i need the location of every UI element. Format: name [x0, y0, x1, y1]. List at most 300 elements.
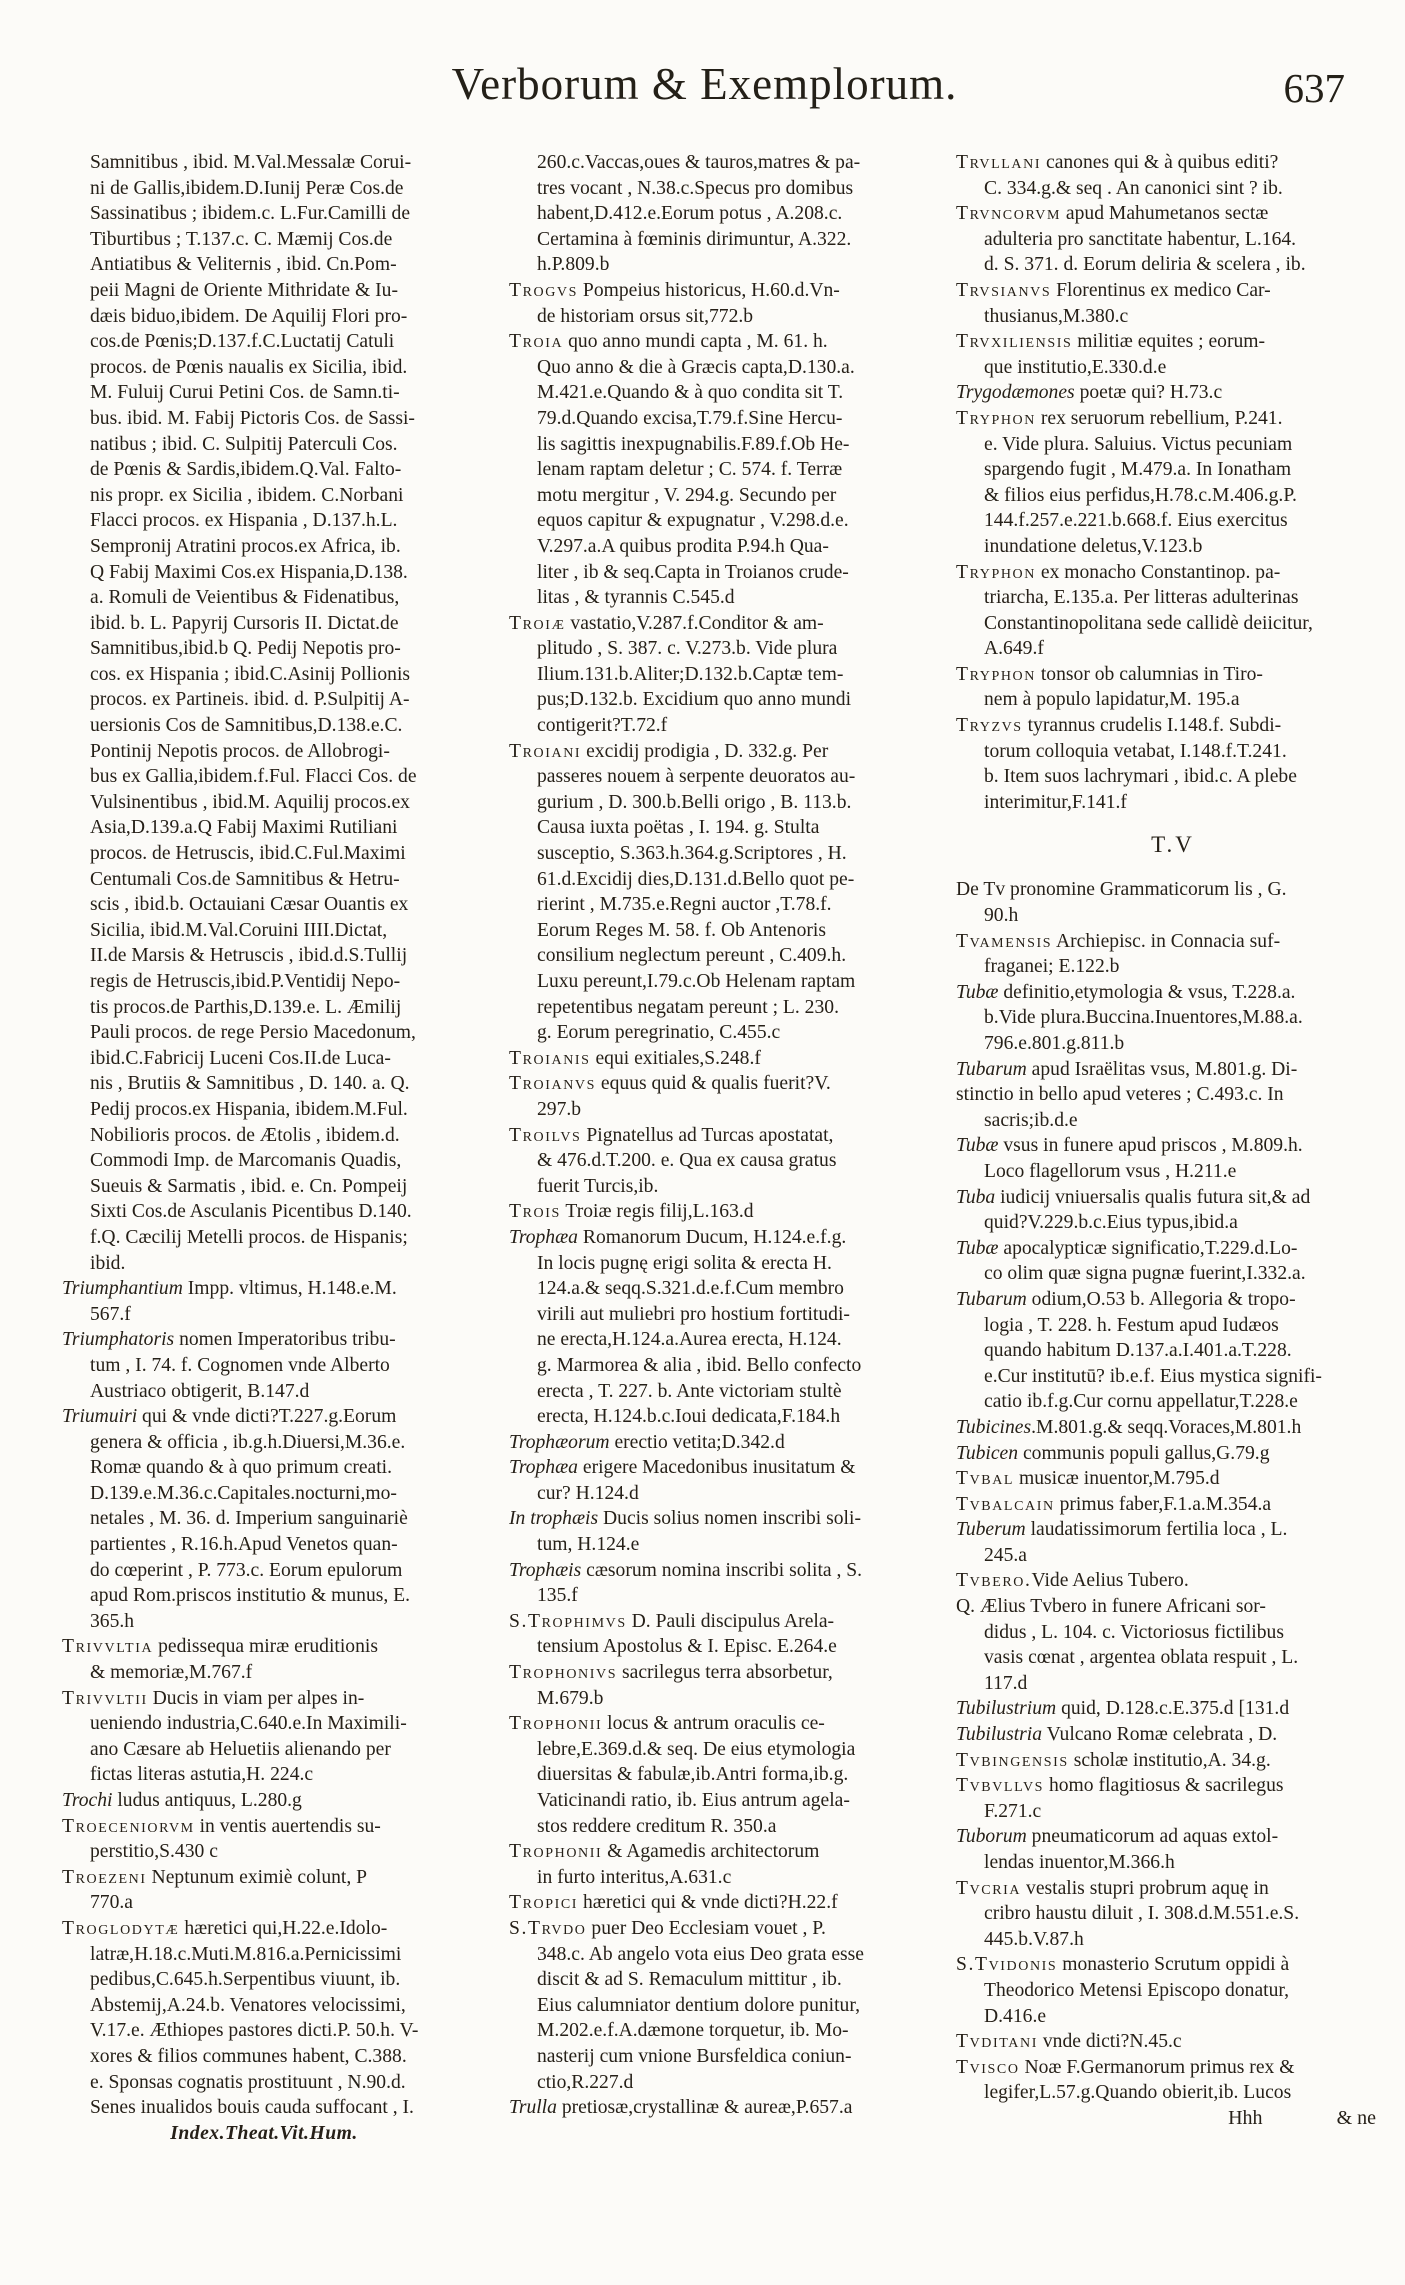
entry-headword: Tvisco	[956, 2056, 1020, 2078]
entry-line: Tvbalcain primus faber,F.1.a.M.354.a	[956, 1493, 1272, 1515]
entry-continuation-line: Samnitibus,ibid.b Q. Pedij Nepotis pro-	[90, 638, 401, 660]
entry-continuation-line: de historiam orsus sit,772.b	[537, 305, 754, 327]
entry-continuation-line: 567.f	[90, 1303, 131, 1325]
entry-continuation-line: Pauli procos. de rege Persio Macedonum,	[90, 1022, 416, 1044]
entry-continuation-line: Loco flagellorum vsus , H.211.e	[984, 1160, 1237, 1182]
entry-headword: Tvbero.	[956, 1570, 1032, 1592]
entry-continuation-line: Sassinatibus ; ibidem.c. L.Fur.Camilli de	[90, 203, 411, 225]
entry-continuation-line: Sicilia, ibid.M.Val.Coruini IIII.Dictat,	[90, 919, 388, 941]
entry-continuation-line: pedibus,C.645.h.Serpentibus viuunt, ib.	[90, 1969, 401, 1991]
entry-continuation-line: procos. de Hetruscis, ibid.C.Ful.Maximi	[90, 843, 406, 865]
entry-continuation-line: ibid.C.Fabricij Luceni Cos.II.de Luca-	[90, 1047, 391, 1069]
entry-continuation-line: Ilium.131.b.Aliter;D.132.b.Captæ tem-	[537, 663, 844, 685]
entry-headword: Troilvs	[509, 1124, 582, 1146]
entry-continuation-line: cos. ex Hispania ; ibid.C.Asinij Pollionis	[90, 663, 411, 685]
entry-continuation-line: 245.a	[984, 1544, 1027, 1566]
gathering-signature: Hhh	[1228, 2106, 1263, 2129]
entry-continuation-line: erecta, H.124.b.c.Ioui dedicata,F.184.h	[537, 1406, 841, 1428]
entry-headword: S.Trophimvs	[509, 1610, 627, 1632]
entry-continuation-line: Nobilioris procos. de Ætolis , ibidem.d.	[90, 1124, 400, 1146]
entry-continuation-line: latræ,H.18.c.Muti.M.816.a.Pernicissimi	[90, 1943, 402, 1965]
entry-headword: Troianis	[509, 1047, 591, 1069]
entry-continuation-line: tum , I. 74. f. Cognomen vnde Alberto	[90, 1354, 390, 1376]
entry-continuation-line: & memoriæ,M.767.f	[90, 1662, 253, 1684]
column-footer-title: Index.Theat.Vit.Hum.	[170, 2122, 358, 2144]
entry-continuation-line: M.421.e.Quando & à quo condita sit T.	[537, 382, 844, 404]
entry-continuation-line: virili aut muliebri pro hostium fortitudi-	[537, 1303, 850, 1325]
entry-line: Trivvltia pedissequa miræ eruditionis	[62, 1636, 378, 1658]
entry-continuation-line: thusianus,M.380.c	[984, 305, 1129, 327]
entry-continuation-line: regis de Hetruscis,ibid.P.Ventidij Nepo-	[90, 971, 401, 992]
entry-headword: Trvllani	[956, 152, 1042, 173]
entry-continuation-line: Flacci procos. ex Hispania , D.137.h.L.	[90, 510, 398, 532]
entry-continuation-line: Antiatibus & Veliternis , ibid. Cn.Pom-	[90, 254, 397, 276]
entry-continuation-line: procos. de Pœnis naualis ex Sicilia, ibid.	[90, 356, 408, 378]
entry-continuation-line: Certamina à fœminis dirimuntur, A.322.	[537, 228, 852, 250]
entry-headword: Tvditani	[956, 2031, 1038, 2053]
entry-line: Trygodæmones poetæ qui? H.73.c	[956, 382, 1223, 404]
entry-continuation-line: cos.de Pœnis;D.137.f.C.Luctatij Catuli	[90, 331, 395, 353]
entry-continuation-line: 79.d.Quando excisa,T.79.f.Sine Hercu-	[537, 407, 843, 429]
entry-continuation-line: ctio,R.227.d	[537, 2071, 634, 2093]
entry-continuation-line: cur? H.124.d	[537, 1482, 639, 1504]
entry-line: Trvllani canones qui & à quibus editi?	[956, 152, 1279, 173]
entry-continuation-line: bus. ibid. M. Fabij Pictoris Cos. de Sassi-	[90, 407, 415, 429]
entry-continuation-line: Vulsinentibus , ibid.M. Aquilij procos.ex	[90, 791, 410, 813]
entry-continuation-line: xores & filios communes habent, C.388.	[90, 2045, 407, 2067]
entry-continuation-line: D.139.e.M.36.c.Capitales.nocturni,mo-	[90, 1482, 397, 1504]
entry-headword: Trophæa	[509, 1457, 578, 1479]
entry-headword: Tuborum	[956, 1826, 1027, 1848]
entry-line: S.Trophimvs D. Pauli discipulus Arela-	[509, 1610, 835, 1632]
entry-headword: Tropici	[509, 1892, 579, 1914]
entry-continuation-line: In locis pugnę erigi solita & erecta H.	[537, 1252, 832, 1274]
entry-line: Tvbero.Vide Aelius Tubero.	[956, 1570, 1189, 1592]
entry-continuation-line: scis , ibid.b. Octauiani Cæsar Ouantis ex	[90, 894, 409, 916]
entry-continuation-line: ibid.	[90, 1252, 126, 1274]
entry-headword: Tuba	[956, 1186, 996, 1208]
entry-continuation-line: II.de Marsis & Hetruscis , ibid.d.S.Tullij	[90, 945, 408, 967]
entry-line: Trophæa erigere Macedonibus inusitatum &	[509, 1457, 856, 1479]
entry-headword: Tubæ	[956, 1135, 999, 1157]
entry-line: Tvamensis Archiepisc. in Connacia suf-	[956, 930, 1281, 952]
entry-continuation-line: fuerit Turcis,ib.	[537, 1175, 659, 1197]
entry-continuation-line: adulteria pro sanctitate habentur, L.164.	[984, 228, 1297, 250]
entry-continuation-line: 297.b	[537, 1098, 582, 1120]
entry-line: S.Trvdo puer Deo Ecclesiam vouet , P.	[509, 1917, 826, 1939]
entry-line: Troilvs Pignatellus ad Turcas apostatat,	[509, 1124, 834, 1146]
entry-line: Tuba iudicij vniuersalis qualis futura sit,& ad	[956, 1186, 1311, 1208]
entry-line: Tubæ vsus in funere apud priscos , M.809.h.	[956, 1135, 1303, 1157]
entry-headword: Troiani	[509, 740, 582, 762]
entry-line: Tubilustrium quid, D.128.c.E.375.d [131.d	[956, 1698, 1290, 1720]
entry-continuation-line: Abstemij,A.24.b. Venatores velocissimi,	[90, 1994, 406, 2016]
entry-continuation-line: C. 334.g.& seq . An canonici sint ? ib.	[984, 177, 1283, 199]
entry-continuation-line: b.Vide plura.Buccina.Inuentores,M.88.a.	[984, 1007, 1303, 1029]
entry-headword: Trvncorvm	[956, 203, 1062, 225]
entry-line: Troezeni Neptunum eximiè colunt, P	[62, 1866, 368, 1888]
entry-headword: Troiæ	[509, 612, 566, 634]
entry-continuation-line: e. Sponsas cognatis prostituunt , N.90.d.	[90, 2071, 406, 2093]
entry-continuation-line: didus , L. 104. c. Victoriosus fictilibus	[984, 1621, 1284, 1643]
entry-continuation-line: 348.c. Ab angelo vota eius Deo grata esse	[537, 1943, 865, 1965]
entry-line: Tryphon tonsor ob calumnias in Tiro-	[956, 663, 1263, 685]
entry-line: In trophæis Ducis solius nomen inscribi soli-	[509, 1508, 861, 1530]
entry-headword: Tubicines	[956, 1416, 1032, 1438]
page-number: 637	[1283, 65, 1345, 111]
entry-headword: Triumphantium	[62, 1278, 183, 1300]
entry-headword: In trophæis	[509, 1508, 599, 1530]
entry-headword: Troezeni	[62, 1866, 147, 1888]
entry-headword: Tvbingensis	[956, 1749, 1069, 1771]
entry-continuation-line: nis , Brutiis & Samnitibus , D. 140. a. Q.	[90, 1073, 410, 1095]
entry-continuation-line: ni de Gallis,ibidem.D.Iunij Peræ Cos.de	[90, 177, 404, 199]
entry-line: Troeceniorvm in ventis auertendis su-	[62, 1815, 381, 1837]
entry-line: Trogvs Pompeius historicus, H.60.d.Vn-	[509, 279, 840, 301]
entry-continuation-line: discit & ad S. Remaculum mittitur , ib.	[537, 1969, 842, 1991]
entry-continuation-line: M. Fuluij Curui Petini Cos. de Samn.ti-	[90, 382, 400, 404]
entry-line: Trvxiliensis militiæ equites ; eorum-	[956, 331, 1266, 353]
entry-continuation-line: sacris;ib.d.e	[984, 1109, 1078, 1131]
signature-row	[956, 2106, 1390, 2132]
section-heading: T.V	[1151, 832, 1195, 858]
entry-headword: Trvxiliensis	[956, 331, 1073, 353]
entry-continuation-line: a. Romuli de Veientibus & Fidenatibus,	[90, 587, 400, 609]
entry-line: Tuberum laudatissimorum fertilia loca , L.	[956, 1519, 1288, 1541]
entry-continuation-line: M.679.b	[537, 1687, 604, 1709]
entry-continuation-line: legifer,L.57.g.Quando obierit,ib. Lucos	[984, 2082, 1292, 2104]
entry-continuation-line: & filios eius perfidus,H.78.c.M.406.g.P.	[984, 484, 1297, 506]
entry-headword: Trochi	[62, 1790, 113, 1811]
entry-continuation-line: 770.a	[90, 1892, 133, 1914]
entry-continuation-line: fraganei; E.122.b	[984, 956, 1120, 978]
entry-line: Tuborum pneumaticorum ad aquas extol-	[956, 1826, 1279, 1848]
entry-headword: Trulla	[509, 2097, 557, 2119]
entry-headword: Tryphon	[956, 561, 1036, 583]
entry-continuation-line: natibus ; ibid. C. Sulpitij Paterculi Cos.	[90, 433, 398, 455]
entry-headword: Trophonii	[509, 1713, 603, 1735]
entry-continuation-line: 445.b.V.87.h	[984, 1928, 1084, 1950]
entry-headword: Trophæa	[509, 1226, 578, 1248]
entry-line: Troia quo anno mundi capta , M. 61. h.	[509, 331, 828, 353]
entry-continuation-line: h.P.809.b	[537, 254, 610, 276]
entry-continuation-line: susceptio, S.363.h.364.g.Scriptores , H.	[537, 843, 847, 865]
entry-continuation-line: ano Cæsare ab Heluetiis alienando per	[90, 1738, 391, 1760]
entry-continuation-line: lebre,E.369.d.& seq. De eius etymologia	[537, 1738, 856, 1760]
entry-continuation-line: Eorum Reges M. 58. f. Ob Antenoris	[537, 919, 826, 941]
entry-line: Triumphantium Impp. vltimus, H.148.e.M.	[62, 1278, 397, 1300]
entry-line: Trvncorvm apud Mahumetanos sectæ	[956, 203, 1269, 225]
entry-line: Trophæis cæsorum nomina inscribi solita , S.	[509, 1559, 863, 1581]
entry-line: Tvbvllvs homo flagitiosus & sacrilegus	[956, 1775, 1284, 1797]
entry-continuation-line: repetentibus negatam pereunt ; L. 230.	[537, 996, 839, 1018]
index-column-2	[509, 150, 943, 2146]
entry-continuation-line: plitudo , S. 387. c. V.273.b. Vide plura	[537, 638, 838, 660]
entry-continuation-line: lenam raptam deletur ; C. 574. f. Terræ	[537, 459, 843, 481]
catchword: & ne	[1336, 2106, 1376, 2129]
entry-headword: Tubarum	[956, 1058, 1027, 1080]
entry-line: Tryphon ex monacho Constantinop. pa-	[956, 561, 1281, 583]
entry-continuation-line: 61.d.Excidij dies,D.131.d.Bello quot pe-	[537, 868, 855, 890]
entry-continuation-line: peii Magni de Oriente Mithridate & Iu-	[90, 279, 398, 301]
entry-line: Q. Ælius Tvbero in funere Africani sor-	[956, 1596, 1266, 1618]
index-column-3	[956, 150, 1390, 2146]
entry-continuation-line: 365.h	[90, 1610, 135, 1632]
entry-continuation-line: equos capitur & expugnatur , V.298.d.e.	[537, 510, 849, 532]
entry-line: Trophonii locus & antrum oraculis ce-	[509, 1713, 825, 1735]
entry-continuation-line: Commodi Imp. de Marcomanis Quadis,	[90, 1150, 402, 1172]
entry-continuation-line: e. Vide plura. Saluius. Victus pecuniam	[984, 433, 1293, 455]
entry-continuation-line: Luxu pereunt,I.79.c.Ob Helenam raptam	[537, 971, 856, 992]
entry-line: Trophonii & Agamedis architectorum	[509, 1841, 820, 1863]
entry-headword: Trophæis	[509, 1559, 582, 1581]
entry-line: Tubilustria Vulcano Romæ celebrata , D.	[956, 1724, 1278, 1746]
entry-continuation-line: Romæ quando & à quo primum creati.	[90, 1457, 393, 1479]
entry-line: Triumuiri qui & vnde dicti?T.227.g.Eorum	[62, 1406, 397, 1428]
entry-line: Troianis equi exitiales,S.248.f	[509, 1047, 761, 1069]
entry-continuation-line: Sempronij Atratini procos.ex Africa, ib.	[90, 535, 401, 557]
entry-line: Trois Troiæ regis filij,L.163.d	[509, 1201, 754, 1223]
entry-continuation-line: A.649.f	[984, 638, 1044, 660]
entry-headword: Triumuiri	[62, 1406, 138, 1428]
entry-headword: Tvbvllvs	[956, 1775, 1045, 1797]
entry-continuation-line: tres vocant , N.38.c.Specus pro domibus	[537, 177, 854, 199]
entry-continuation-line: b. Item suos lachrymari , ibid.c. A plebe	[984, 766, 1297, 788]
entry-line: Trulla pretiosæ,crystallinæ & aureæ,P.657.a	[509, 2097, 853, 2119]
entry-continuation-line: 90.h	[984, 905, 1019, 927]
entry-continuation-line: tis procos.de Parthis,D.139.e. L. Æmilij	[90, 996, 402, 1018]
entry-headword: Tvcria	[956, 1877, 1022, 1899]
entry-continuation-line: interimitur,F.141.f	[984, 791, 1127, 813]
entry-continuation-line: lis sagittis inexpugnabilis.F.89.f.Ob He-	[537, 433, 850, 455]
entry-continuation-line: triarcha, E.135.a. Per litteras adulterinas	[984, 587, 1299, 609]
running-title: Verborum & Exemplorum.	[451, 59, 958, 109]
entry-line: Tubarum odium,O.53 b. Allegoria & tropo-	[956, 1288, 1296, 1310]
entry-line: Trophæa Romanorum Ducum, H.124.e.f.g.	[509, 1226, 847, 1248]
entry-continuation-line: Asia,D.139.a.Q Fabij Maximi Rutiliani	[90, 817, 398, 839]
entry-continuation-line: quid?V.229.b.c.Eius typus,ibid.a	[984, 1212, 1238, 1234]
entry-continuation-line: e.Cur institutū? ib.e.f. Eius mystica signifi-	[984, 1365, 1322, 1387]
entry-continuation-line: g. Marmorea & alia , ibid. Bello confecto	[537, 1354, 862, 1376]
entry-headword: Tvamensis	[956, 930, 1053, 952]
entry-continuation-line: bus ex Gallia,ibidem.f.Ful. Flacci Cos. de	[90, 766, 417, 788]
entry-continuation-line: Austriaco obtigerit, B.147.d	[90, 1380, 310, 1402]
entry-continuation-line: ibid. b. L. Papyrij Cursoris II. Dictat.de	[90, 612, 399, 634]
entry-headword: Troeceniorvm	[62, 1815, 195, 1837]
entry-line: Tubæ apocalypticæ significatio,T.229.d.Lo-	[956, 1237, 1298, 1259]
entry-headword: Trophæorum	[509, 1431, 610, 1453]
entry-line: Tvditani vnde dicti?N.45.c	[956, 2031, 1182, 2053]
entry-line: Tvisco Noæ F.Germanorum primus rex &	[956, 2056, 1295, 2078]
entry-continuation-line: M.202.e.f.A.dæmone torquetur, ib. Mo-	[537, 2020, 849, 2042]
entry-continuation-line: nem à populo lapidatur,M. 195.a	[984, 689, 1240, 711]
entry-line: Tubæ definitio,etymologia & vsus, T.228.a.	[956, 981, 1296, 1003]
entry-continuation-line: Vaticinandi ratio, ib. Eius antrum agela-	[537, 1790, 850, 1811]
entry-headword: Trogvs	[509, 279, 579, 301]
entry-continuation-line: Centumali Cos.de Samnitibus & Hetru-	[90, 868, 400, 890]
entry-headword: Tvbal	[956, 1468, 1015, 1490]
entry-continuation-line: que institutio,E.330.d.e	[984, 356, 1167, 378]
entry-line: stinctio in bello apud veteres ; C.493.c. In	[956, 1084, 1284, 1106]
entry-continuation-line: catio ib.f.g.Cur cornu appellatur,T.228.e	[984, 1391, 1298, 1413]
entry-line: S.Tvidonis monasterio Scrutum oppidi à	[956, 1954, 1290, 1976]
entry-line: Trophæorum erectio vetita;D.342.d	[509, 1431, 785, 1453]
entry-continuation-line: de Pœnis & Sardis,ibidem.Q.Val. Falto-	[90, 459, 402, 481]
entry-line: Tryzvs tyrannus crudelis I.148.f. Subdi-	[956, 715, 1282, 737]
entry-headword: Trygodæmones	[956, 382, 1075, 404]
entry-line: Tvbal musicæ inuentor,M.795.d	[956, 1468, 1220, 1490]
entry-headword: Tvbalcain	[956, 1493, 1055, 1515]
entry-continuation-line: pus;D.132.b. Excidium quo anno mundi	[537, 689, 852, 711]
entry-continuation-line: gurium , D. 300.b.Belli origo , B. 113.b.	[537, 791, 852, 813]
entry-continuation-line: consilium neglectum pereunt , C.409.h.	[537, 945, 847, 967]
entry-headword: Tubæ	[956, 981, 999, 1003]
entry-continuation-line: passeres nouem à serpente deuoratos au-	[537, 766, 856, 788]
entry-continuation-line: D.416.e	[984, 2005, 1047, 2027]
entry-headword: Trivvltii	[62, 1687, 148, 1709]
entry-continuation-line: vasis cœnat , argentea oblata respuit , L.	[984, 1647, 1299, 1669]
index-columns	[62, 150, 1376, 2146]
entry-continuation-line: Pedij procos.ex Hispania, ibidem.M.Ful.	[90, 1098, 408, 1120]
entry-line: Trophonivs sacrilegus terra absorbetur,	[509, 1662, 833, 1684]
entry-continuation-line: V.17.e. Æthiopes pastores dicti.P. 50.h. V-	[90, 2020, 419, 2042]
entry-headword: Troia	[509, 331, 564, 353]
entry-continuation-line: motu mergitur , V. 294.g. Secundo per	[537, 484, 837, 506]
entry-continuation-line: ueniendo industria,C.640.e.In Maximili-	[90, 1713, 407, 1735]
entry-headword: Tryphon	[956, 663, 1036, 685]
entry-continuation-line: perstitio,S.430 c	[90, 1841, 218, 1863]
entry-continuation-line: inundatione deletus,V.123.b	[984, 535, 1203, 557]
entry-headword: Troianvs	[509, 1073, 596, 1095]
entry-continuation-line: 260.c.Vaccas,oues & tauros,matres & pa-	[537, 152, 861, 173]
entry-headword: Trophonii	[509, 1841, 603, 1863]
entry-line: Tryphon rex seruorum rebellium, P.241.	[956, 407, 1283, 429]
entry-continuation-line: quando habitum D.137.a.I.401.a.T.228.	[984, 1340, 1292, 1362]
entry-continuation-line: 117.d	[984, 1672, 1028, 1694]
entry-continuation-line: nis propr. ex Sicilia , ibidem. C.Norbani	[90, 484, 404, 506]
entry-headword: Triumphatoris	[62, 1329, 175, 1351]
entry-continuation-line: 124.a.& seqq.S.321.d.e.f.Cum membro	[537, 1278, 844, 1300]
entry-continuation-line: erecta , T. 227. b. Ante victoriam stultè	[537, 1380, 842, 1402]
entry-continuation-line: liter , ib & seq.Capta in Troianos crude-	[537, 561, 849, 583]
entry-continuation-line: d. S. 371. d. Eorum deliria & scelera , ib.	[984, 254, 1306, 276]
entry-continuation-line: spargendo fugit , M.479.a. In Ionatham	[984, 459, 1292, 481]
entry-continuation-line: Tiburtibus ; T.137.c. C. Mæmij Cos.de	[90, 228, 393, 250]
entry-continuation-line: tensium Apostolus & I. Episc. E.264.e	[537, 1636, 837, 1658]
entry-continuation-line: Pontinij Nepotis procos. de Allobrogi-	[90, 740, 390, 762]
entry-continuation-line: fictas literas astutia,H. 224.c	[90, 1764, 314, 1786]
entry-continuation-line: do cœperint , P. 773.c. Eorum epulorum	[90, 1559, 403, 1581]
entry-continuation-line: procos. ex Partineis. ibid. d. P.Sulpitij A-	[90, 689, 410, 711]
entry-continuation-line: litas , & tyrannis C.545.d	[537, 587, 735, 609]
entry-continuation-line: diuersitas & fabulæ,ib.Antri forma,ib.g.	[537, 1764, 849, 1786]
entry-continuation-line: Theodorico Metensi Episcopo donatur,	[984, 1979, 1290, 2001]
entry-continuation-line: Eius calumniator dentium dolore punitur,	[537, 1994, 860, 2016]
entry-continuation-line: Q Fabij Maximi Cos.ex Hispania,D.138.	[90, 561, 408, 583]
entry-continuation-line: partientes , R.16.h.Apud Venetos quan-	[90, 1534, 398, 1556]
entry-line: Tvbingensis scholæ institutio,A. 34.g.	[956, 1749, 1271, 1771]
entry-headword: S.Trvdo	[509, 1917, 587, 1939]
entry-headword: Tuberum	[956, 1519, 1026, 1541]
entry-continuation-line: rierint , M.735.e.Regni auctor ,T.78.f.	[537, 894, 832, 916]
page-header	[62, 58, 1347, 136]
entry-continuation-line: & 476.d.T.200. e. Qua ex causa gratus	[537, 1150, 837, 1172]
entry-continuation-line: f.Q. Cæcilij Metelli procos. de Hispanis;	[90, 1226, 408, 1248]
entry-continuation-line: Samnitibus , ibid. M.Val.Messalæ Corui-	[90, 152, 412, 173]
entry-line: Triumphatoris nomen Imperatoribus tribu-	[62, 1329, 396, 1351]
entry-line: Troiæ vastatio,V.287.f.Conditor & am-	[509, 612, 824, 634]
entry-line: Trochi ludus antiquus, L.280.g	[62, 1790, 302, 1811]
entry-continuation-line: nasterij cum vnione Bursfeldica coniun-	[537, 2045, 852, 2067]
entry-continuation-line: stos reddere creditum R. 350.a	[537, 1815, 777, 1837]
entry-headword: Tubilustrium	[956, 1698, 1057, 1720]
entry-continuation-line: Causa iuxta poëtas , I. 194. g. Stulta	[537, 817, 820, 839]
entry-continuation-line: 796.e.801.g.811.b	[984, 1033, 1125, 1054]
entry-headword: Trophonivs	[509, 1662, 618, 1684]
entry-continuation-line: ne erecta,H.124.a.Aurea erecta, H.124.	[537, 1329, 842, 1351]
entry-headword: Tubæ	[956, 1237, 999, 1259]
entry-line: Troianvs equus quid & qualis fuerit?V.	[509, 1073, 831, 1095]
entry-continuation-line: logia , T. 228. h. Festum apud Iudæos	[984, 1314, 1279, 1336]
entry-continuation-line: netales , M. 36. d. Imperium sanguinariè	[90, 1508, 408, 1530]
entry-headword: Tryphon	[956, 407, 1036, 429]
entry-headword: Tryzvs	[956, 715, 1023, 737]
entry-continuation-line: in furto interitus,A.631.c	[537, 1866, 732, 1888]
entry-continuation-line: Constantinopolitana sede callidè deiicitur,	[984, 612, 1313, 634]
entry-continuation-line: lendas inuentor,M.366.h	[984, 1852, 1175, 1873]
index-column-1	[62, 150, 496, 2146]
entry-continuation-line: Sixti Cos.de Asculanis Picentibus D.140.	[90, 1201, 412, 1223]
entry-continuation-line: torum colloquia vetabat, I.148.f.T.241.	[984, 740, 1287, 762]
entry-line: Tropici hæretici qui & vnde dicti?H.22.f	[509, 1892, 838, 1914]
entry-headword: Trivvltia	[62, 1636, 154, 1658]
entry-continuation-line: contigerit?T.72.f	[537, 715, 668, 737]
entry-line: Tvcria vestalis stupri probrum aquę in	[956, 1877, 1269, 1899]
entry-continuation-line: Quo anno & die à Græcis capta,D.130.a.	[537, 356, 855, 378]
entry-line: Trivvltii Ducis in viam per alpes in-	[62, 1687, 365, 1709]
entry-continuation-line: F.271.c	[984, 1800, 1042, 1822]
entry-headword: Tubicen	[956, 1442, 1019, 1464]
entry-continuation-line: V.297.a.A quibus prodita P.94.h Qua-	[537, 535, 829, 557]
entry-continuation-line: co olim quæ signa pugnæ fuerint,I.332.a.	[984, 1263, 1306, 1285]
entry-continuation-line: habent,D.412.e.Eorum potus , A.208.c.	[537, 203, 843, 225]
entry-line: Trvsianvs Florentinus ex medico Car-	[956, 279, 1271, 301]
entry-continuation-line: genera & officia , ib.g.h.Diuersi,M.36.e.	[90, 1431, 406, 1453]
entry-continuation-line: cribro haustu diluit , I. 308.d.M.551.e.S.	[984, 1903, 1300, 1925]
entry-continuation-line: Sueuis & Sarmatis , ibid. e. Cn. Pompeij	[90, 1175, 408, 1197]
entry-line: Troiani excidij prodigia , D. 332.g. Per	[509, 740, 829, 762]
entry-continuation-line: uersionis Cos de Samnitibus,D.138.e.C.	[90, 715, 403, 737]
entry-headword: Trvsianvs	[956, 279, 1052, 301]
entry-line: Tubicen communis populi gallus,G.79.g	[956, 1442, 1270, 1464]
entry-line: Troglodytæ hæretici qui,H.22.e.Idolo-	[62, 1917, 388, 1939]
entry-continuation-line: g. Eorum peregrinatio, C.455.c	[537, 1022, 781, 1044]
entry-continuation-line: 144.f.257.e.221.b.668.f. Eius exercitus	[984, 510, 1288, 532]
entry-headword: Tubarum	[956, 1288, 1027, 1310]
entry-headword: Trois	[509, 1201, 561, 1223]
entry-continuation-line: tum, H.124.e	[537, 1534, 640, 1556]
entry-continuation-line: dæis biduo,ibidem. De Aquilij Flori pro-	[90, 305, 408, 327]
entry-headword: Troglodytæ	[62, 1917, 180, 1939]
entry-continuation-line: Senes inualidos bouis cauda suffocant , I.	[90, 2097, 414, 2119]
entry-line: Tubarum apud Israëlitas vsus, M.801.g. Di-	[956, 1058, 1298, 1080]
entry-headword: S.Tvidonis	[956, 1954, 1058, 1976]
entry-headword: Tubilustria	[956, 1724, 1043, 1746]
entry-line: De Tv pronomine Grammaticorum lis , G.	[956, 879, 1287, 901]
entry-continuation-line: 135.f	[537, 1585, 578, 1607]
entry-continuation-line: apud Rom.priscos institutio & munus, E.	[90, 1585, 411, 1607]
entry-line: Tubicines.M.801.g.& seqq.Voraces,M.801.h	[956, 1416, 1302, 1438]
